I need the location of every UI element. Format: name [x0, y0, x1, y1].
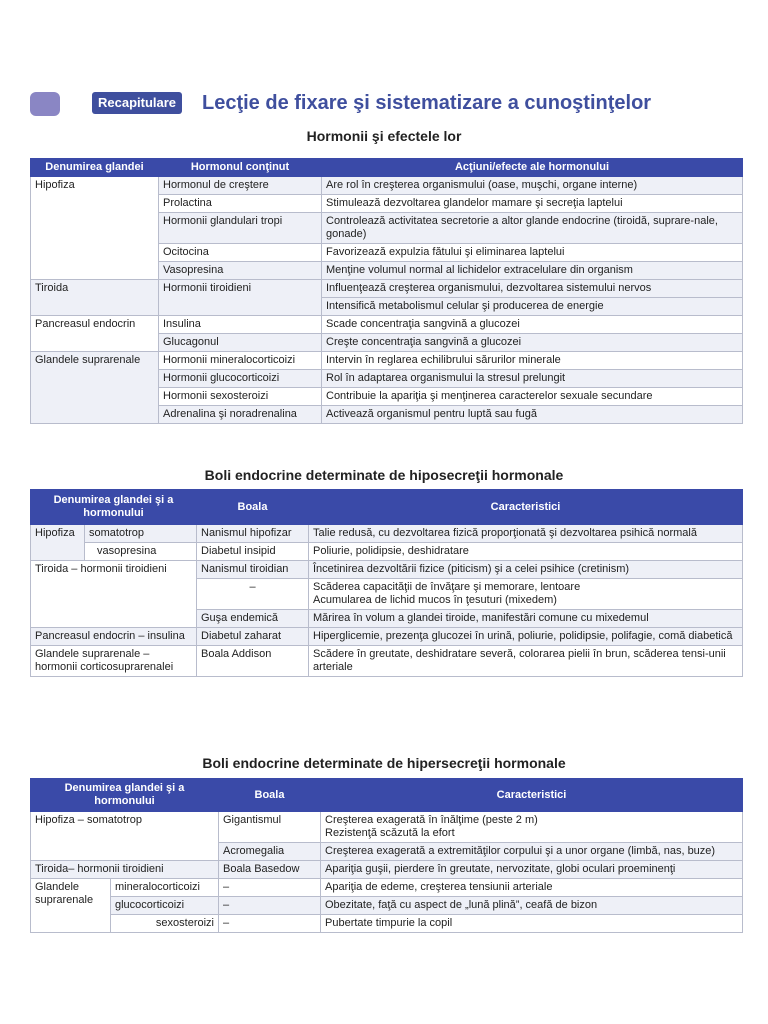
effect-cell: Favorizează expulzia fătului şi eliminarea laptelui [322, 244, 743, 262]
table-row [31, 897, 743, 915]
feature-cell: Încetinirea dezvoltării fizice (piticism) şi a celei psihice (cretinism) [309, 561, 743, 579]
hormone-cell: sexosteroizi [111, 915, 219, 933]
feature-cell [309, 579, 743, 610]
gland-cell: Pancreasul endocrin – insulina [31, 628, 197, 646]
col-header: Boala [219, 779, 321, 812]
hormone-cell: Hormonii glandulari tropi [159, 213, 322, 244]
hyposecretion-table [30, 489, 743, 677]
col-header: Boala [197, 490, 309, 525]
table-row [31, 646, 743, 677]
feature-cell: Apariţia guşii, pierdere în greutate, nervozitate, globi oculari proeminenţi [321, 861, 743, 879]
gland-cell: Tiroida – hormonii tiroidieni [31, 561, 197, 628]
feature-cell: Mărirea în volum a glandei tiroide, manifestări comune cu mixedemul [309, 610, 743, 628]
table-header-row [31, 490, 743, 525]
table-header-row [31, 159, 743, 177]
col-header: Caracteristici [321, 779, 743, 812]
gland-cell: Hipofiza [31, 177, 159, 280]
hormone-cell: mineralocorticoizi [111, 879, 219, 897]
effect-cell: Are rol în creşterea organismului (oase, muşchi, organe interne) [322, 177, 743, 195]
hormone-cell: Hormonii mineralocorticoizi [159, 352, 322, 370]
feature-line: Acumularea de lichid mucos în ţesuturi (mixedem) [313, 594, 557, 606]
gland-cell: Glandele suprarenale – hormonii corticosuprarenalei [31, 646, 197, 677]
gland-cell: Pancreasul endocrin [31, 316, 159, 352]
gland-cell: Hipofiza [31, 525, 85, 561]
effect-cell: Stimulează dezvoltarea glandelor mamare şi secreţia laptelui [322, 195, 743, 213]
feature-cell: Apariţia de edeme, creşterea tensiunii arteriale [321, 879, 743, 897]
disease-cell: Diabetul insipid [197, 543, 309, 561]
page-title: Lecţie de fixare şi sistematizare a cunoştinţelor [202, 92, 652, 114]
gland-cell: Tiroida [31, 280, 159, 316]
feature-line: Creşterea exagerată în înălţime (peste 2 m) [325, 814, 538, 826]
disease-cell: Nanismul tiroidian [197, 561, 309, 579]
hormone-cell: glucocorticoizi [111, 897, 219, 915]
hormone-cell: Ocitocina [159, 244, 322, 262]
disease-cell: – [219, 915, 321, 933]
feature-cell [321, 812, 743, 843]
col-header: Denumirea glandei şi a hormonului [31, 779, 219, 812]
disease-cell: Boala Basedow [219, 861, 321, 879]
hormone-cell: Vasopresina [159, 262, 322, 280]
effect-cell: Intensifică metabolismul celular şi producerea de energie [322, 298, 743, 316]
table-row [31, 915, 743, 933]
table-row [31, 525, 743, 543]
table-row [31, 352, 743, 370]
disease-cell: – [197, 579, 309, 610]
gland-cell: Hipofiza – somatotrop [31, 812, 219, 861]
effect-cell: Activează organismul pentru luptă sau fugă [322, 406, 743, 424]
table-row [31, 879, 743, 897]
table1-title: Hormonii şi efectele lor [306, 128, 462, 144]
table-row [31, 561, 743, 579]
effect-cell: Rol în adaptarea organismului la stresul prelungit [322, 370, 743, 388]
hormone-cell: Prolactina [159, 195, 322, 213]
effect-cell: Creşte concentraţia sangvină a glucozei [322, 334, 743, 352]
hypersecretion-table [30, 778, 743, 933]
feature-cell: Scădere în greutate, deshidratare severă, colorarea pielii în brun, scăderea tensi-unii arteriale [309, 646, 743, 677]
col-header: Hormonul conţinut [159, 159, 322, 177]
hormones-table [30, 158, 743, 424]
table-row [31, 280, 743, 298]
table-row [31, 861, 743, 879]
hormone-cell: Adrenalina şi noradrenalina [159, 406, 322, 424]
table3-title: Boli endocrine determinate de hipersecreţii hormonale [202, 755, 566, 771]
disease-cell: Diabetul zaharat [197, 628, 309, 646]
col-header: Caracteristici [309, 490, 743, 525]
gland-cell: Glandele suprarenale [31, 879, 111, 933]
table-header-row [31, 779, 743, 812]
table-row [31, 316, 743, 334]
effect-cell: Influenţează creşterea organismului, dezvoltarea sistemului nervos [322, 280, 743, 298]
effect-cell: Intervin în reglarea echilibrului sărurilor minerale [322, 352, 743, 370]
section-tab-icon [30, 92, 60, 116]
recap-badge: Recapitulare [92, 92, 182, 114]
hormone-cell: Hormonii sexosteroizi [159, 388, 322, 406]
feature-cell: Talie redusă, cu dezvoltarea fizică proporţionată şi dezvoltarea psihică normală [309, 525, 743, 543]
hormone-cell: Hormonii glucocorticoizi [159, 370, 322, 388]
hormone-cell: Hormonul de creştere [159, 177, 322, 195]
gland-cell: Tiroida– hormonii tiroidieni [31, 861, 219, 879]
effect-cell: Controlează activitatea secretorie a altor glande endocrine (tiroidă, suprare-nale, gonade) [322, 213, 743, 244]
table-row [31, 177, 743, 195]
disease-cell: – [219, 879, 321, 897]
table-row [31, 543, 743, 561]
col-header: Denumirea glandei şi a hormonului [31, 490, 197, 525]
col-header: Denumirea glandei [31, 159, 159, 177]
effect-cell: Menţine volumul normal al lichidelor extracelulare din organism [322, 262, 743, 280]
hormone-cell: Glucagonul [159, 334, 322, 352]
feature-cell: Pubertate timpurie la copil [321, 915, 743, 933]
feature-cell: Obezitate, faţă cu aspect de „lună plină”, ceafă de bizon [321, 897, 743, 915]
disease-cell: Boala Addison [197, 646, 309, 677]
table-row [31, 812, 743, 843]
table-row [31, 628, 743, 646]
feature-cell: Hiperglicemie, prezenţa glucozei în urină, poliurie, polidipsie, polifagie, comă diabetică [309, 628, 743, 646]
feature-line: Rezistenţă scăzută la efort [325, 827, 455, 839]
hormone-cell: Hormonii tiroidieni [159, 280, 322, 316]
effect-cell: Contribuie la apariţia şi menţinerea caracterelor sexuale secundare [322, 388, 743, 406]
hormone-cell: somatotrop [85, 525, 197, 543]
disease-cell: – [219, 897, 321, 915]
feature-line: Scăderea capacităţii de învăţare şi memorare, lentoare [313, 581, 581, 593]
col-header: Acţiuni/efecte ale hormonului [322, 159, 743, 177]
table2-title: Boli endocrine determinate de hiposecreţii hormonale [204, 467, 564, 483]
feature-cell: Poliurie, polidipsie, deshidratare [309, 543, 743, 561]
disease-cell: Nanismul hipofizar [197, 525, 309, 543]
disease-cell: Acromegalia [219, 843, 321, 861]
disease-cell: Guşa endemică [197, 610, 309, 628]
feature-cell: Creşterea exagerată a extremităţilor corpului şi a unor organe (limbă, nas, buze) [321, 843, 743, 861]
page-header [30, 90, 750, 118]
effect-cell: Scade concentraţia sangvină a glucozei [322, 316, 743, 334]
gland-cell: Glandele suprarenale [31, 352, 159, 424]
disease-cell: Gigantismul [219, 812, 321, 843]
hormone-cell: Insulina [159, 316, 322, 334]
hormone-cell: vasopresina [85, 543, 197, 561]
